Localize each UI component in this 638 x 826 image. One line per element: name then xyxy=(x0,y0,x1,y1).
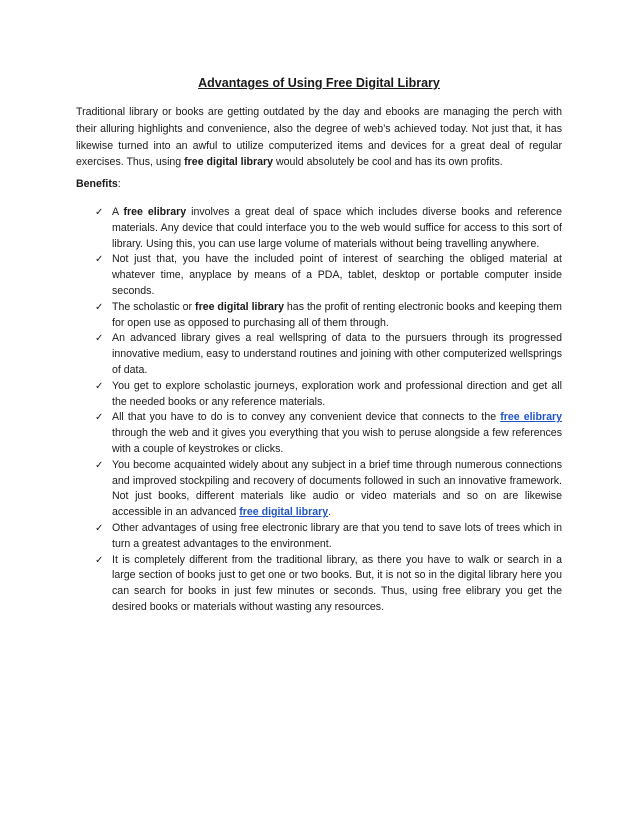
benefits-list xyxy=(95,205,562,616)
benefit-item-6 xyxy=(95,410,562,457)
check-mark-icon: ✓ xyxy=(95,459,104,471)
check-mark-icon: ✓ xyxy=(95,522,104,534)
benefit-text: through the web and it gives you everything that you wish to peruse alongside a few references with a couple of keystrokes or clicks. xyxy=(112,427,562,455)
check-mark-icon: ✓ xyxy=(95,333,104,345)
benefit-text: has the profit of renting electronic books and keeping them for open use as opposed to purchasing all of them through. xyxy=(112,300,562,329)
free-elibrary-link[interactable]: free elibrary xyxy=(500,411,562,424)
benefit-text: Other advantages of using free electronic library are that you tend to save lots of trees which in turn a greatest advantages to the environment. xyxy=(112,521,562,550)
check-mark-icon: ✓ xyxy=(95,301,104,313)
page-title: Advantages of Using Free Digital Library xyxy=(198,76,440,90)
benefit-bold-term: free elibrary xyxy=(123,206,187,218)
check-mark-icon: ✓ xyxy=(95,207,104,218)
benefit-text: You become acquainted widely about any subject in a brief time through numerous connections and improved stockpiling and recovery of documents followed in such an innovative framework. Not just books, different materials like audio or video materials and so on are likewise accessible in an advanced xyxy=(112,458,562,519)
intro-bold-term: free digital library xyxy=(184,156,274,169)
benefit-item-9 xyxy=(95,553,562,616)
benefit-text: It is completely different from the traditional library, as there you have to walk or search in a large section of books just to get one or two books. But, it is not so in the digital library here you can search for books in just few minutes or seconds. Thus, using free elibrary you get the desired books or materials without wasting any resources. xyxy=(112,553,562,613)
benefit-item-1 xyxy=(95,205,562,252)
free-digital-library-link[interactable]: free digital library xyxy=(239,506,329,519)
check-mark-icon: ✓ xyxy=(95,254,104,266)
intro-text: Traditional library or books are getting outdated by the day and ebooks are managing the perch with their alluring highlights and convenience, also the degree of web’s achieved today. Not just that, it has likewise turned into an awful to utilize computerized items and devices for a great deal of regular exercises. Thus, using xyxy=(76,106,562,169)
benefit-item-3 xyxy=(95,300,562,332)
benefit-text: An advanced library gives a real wellspring of data to the pursuers through its progressed innovative medium, easy to understand routines and joining with other computerized wellsprings of data. xyxy=(112,332,562,376)
benefit-text: The scholastic or xyxy=(112,300,196,313)
benefit-item-8 xyxy=(95,521,562,553)
benefit-item-4 xyxy=(95,331,562,378)
benefit-item-5 xyxy=(95,379,562,411)
benefit-text: You get to explore scholastic journeys, exploration work and professional direction and get all the needed books or any reference materials. xyxy=(112,379,562,408)
check-mark-icon: ✓ xyxy=(95,554,104,566)
benefits-heading-colon: : xyxy=(117,178,121,190)
benefit-text: Not just that, you have the included point of interest of searching the obliged material at whatever time, anyplace by means of a PDA, tablet, desktop or portable computer inside seconds. xyxy=(112,253,562,297)
benefit-item-7 xyxy=(95,458,562,521)
benefits-heading xyxy=(76,178,121,190)
benefit-text: All that you have to do is to convey any convenient device that connects to the xyxy=(112,411,501,424)
benefit-text: . xyxy=(328,506,332,519)
benefits-heading-label: Benefits xyxy=(76,178,118,190)
intro-text-end: would absolutely be cool and has its own profits. xyxy=(273,156,503,169)
benefit-text: involves a great deal of space which includes diverse books and reference materials. Any device that could interface you to the web would suffice for access to this sort of library. Using this, you can use large volume of materials without being travelling anywhere. xyxy=(112,206,562,250)
benefit-item-2 xyxy=(95,252,562,299)
intro-paragraph xyxy=(76,104,562,171)
benefit-text: A xyxy=(112,206,124,218)
check-mark-icon: ✓ xyxy=(95,412,104,424)
benefit-bold-term: free digital library xyxy=(195,300,284,313)
check-mark-icon: ✓ xyxy=(95,380,104,392)
